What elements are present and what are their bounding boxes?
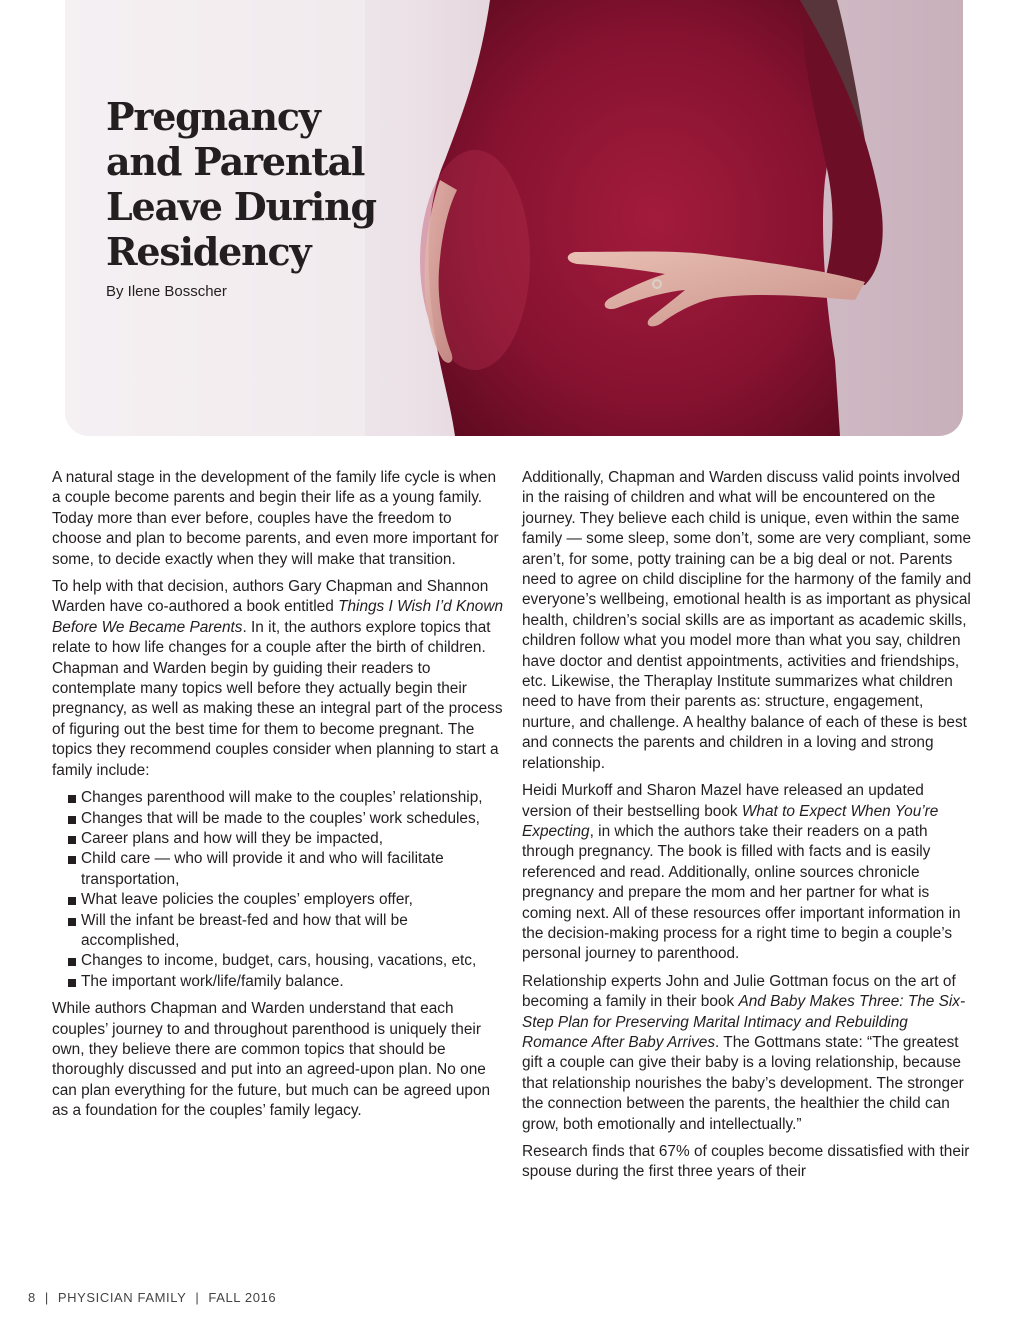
list-item: Changes to income, budget, cars, housing, vacations, etc, [52,951,504,971]
text-run: Heidi Murkoff and Sharon Mazel have released an updated version of their bestselling book [522,782,924,820]
page-number: 8 [28,1290,36,1305]
title-line: and Parental [106,139,365,184]
footer-separator: | [44,1290,49,1305]
book-title: What to Expect When You’re Expecting [522,802,939,840]
paragraph [522,972,972,1135]
list-item: Will the infant be breast-fed and how that will be accomplished, [52,911,504,952]
publication-name: PHYSICIAN FAMILY [57,1290,187,1305]
list-item: Changes that will be made to the couples’ work schedules, [52,809,504,829]
text-run: . The Gottmans state: “The greatest gift a couple can give their baby is a loving relationship, because that relationship nourishes the baby’s development. The stronger the connection between the parents, the healthier the child can grow, both emotionally and intellectually.” [522,1033,964,1133]
paragraph: Research finds that 67% of couples become dissatisfied with their spouse during the first three years of their [522,1143,970,1181]
title-line: Pregnancy [106,94,320,139]
paragraph: A natural stage in the development of the family life cycle is when a couple become parents and begin their life as a young family. Today more than ever before, couples have the freedom to choose and plan to become parents, and even more important for some, to decide exactly when they will make that transition. [52,469,499,568]
page-footer [28,1290,276,1305]
text-run: . In it, the authors explore topics that relate to how life changes for a couple after the birth of children. Chapman and Warden begin by guiding their readers to contemplate many topics well before they actually begin their pregnancy, as well as making these an integral part of the process of figuring out the best time for them to become pregnant. The topics they recommend couples consider when planning to start a family include: [52,618,503,779]
text-run: Relationship experts John and Julie Gottman focus on the art of becoming a family in their book [522,972,956,1011]
list-item: Child care — who will provide it and who will facilitate transportation, [52,849,504,890]
article-title [106,94,376,274]
byline: By Ilene Bosscher [106,283,227,300]
paragraph: Additionally, Chapman and Warden discuss valid points involved in the raising of children and what will be encountered on the journey. They believe each child is unique, even within the same family — some sleep, some don’t, some are very compliant, some aren’t, for some, potty training can be a big deal or not. Parents need to agree on child discipline for the harmony of the family and everyone’s wellbeing, emotional health is as important as physical health, children’s social skills are as important as academic skills, children follow what you model more than what you say, children have doctor and dentist appointments, activities and friendships, etc. Likewise, the Theraplay Institute summarizes what children need to have from their parents as: structure, engagement, nurture, and challenge. A healthy balance of each of these is best and connects the parents and children in a loving and strong relationship. [522,469,972,772]
right-column [522,468,972,1190]
paragraph: While authors Chapman and Warden understand that each couples’ journey to and throughout parenthood is uniquely their own, they believe there are common topics that should be thoroughly discussed and put into an agreed-upon plan. No one can plan everything for the future, but much can be agreed upon as a foundation for the couples’ family legacy. [52,1000,491,1120]
text-run: To help with that decision, authors Gary Chapman and Shannon Warden have co-authored a book entitled [52,578,489,616]
issue-date: FALL 2016 [208,1290,277,1305]
topics-list [52,788,504,992]
left-column [52,468,504,1129]
title-line: Residency [106,229,311,274]
book-title: Things I Wish I’d Known Before We Became Parents [52,598,504,636]
list-item: Career plans and how will they be impacted, [52,829,504,849]
list-item: What leave policies the couples’ employers offer, [52,890,504,910]
title-line: Leave During [106,184,376,229]
footer-separator: | [195,1290,200,1305]
list-item: Changes parenthood will make to the couples’ relationship, [52,788,504,808]
text-run: , in which the authors take their readers on a path through pregnancy. The book is filled with facts and is easily referenced and read. Additionally, online sources chronicle pregnancy and prepare the mom and her partner for what is coming next. All of these resources offer important information in the decision-making process for a right time to begin a couple’s personal journey to parenthood. [522,822,961,963]
list-item: The important work/life/family balance. [52,972,504,992]
paragraph [522,781,972,965]
book-title: And Baby Makes Three: The Six-Step Plan for Preserving Marital Intimacy and Rebuilding Romance After Baby Arrives [522,993,966,1051]
paragraph [52,577,504,781]
